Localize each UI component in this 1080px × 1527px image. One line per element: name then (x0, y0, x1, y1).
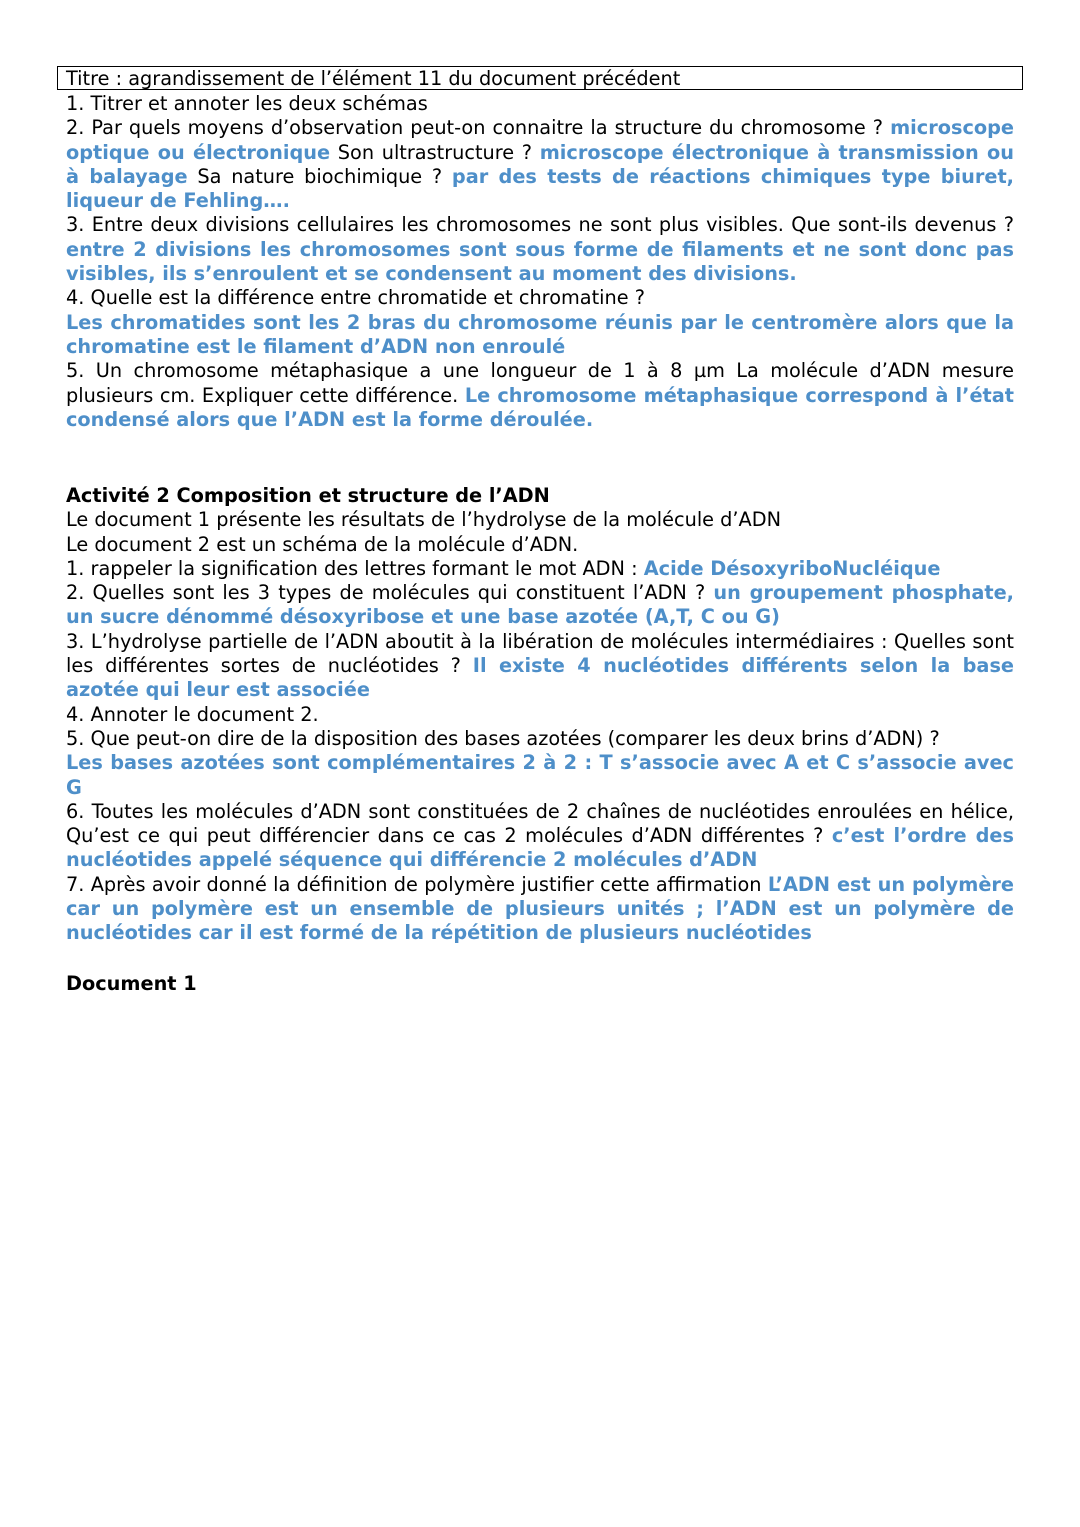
activity2-q2-answer: un groupement phosphate, un sucre dénommé désoxyribose et une base azotée (A,T, C ou G) (66, 581, 1015, 629)
activity2-q1-text: 1. rappeler la signification des lettres formant le mot ADN : (66, 556, 638, 580)
activity2-q2 (66, 581, 1014, 630)
part1-q3 (66, 213, 1014, 286)
activity2-q1-answer: Acide DésoxyriboNucléique (643, 556, 941, 580)
part1-q2 (66, 116, 1014, 213)
activity2-q7 (66, 873, 1014, 946)
activity2-section (66, 484, 1014, 946)
activity2-intro-1: Le document 1 présente les résultats de l’hydrolyse de la molécule d’ADN (66, 508, 781, 532)
part1-q2-text-b: Son ultrastructure ? (337, 140, 533, 164)
document1-heading: Document 1 (66, 972, 197, 995)
part1-q2-text-c: Sa nature biochimique ? (197, 164, 443, 188)
activity2-q7-answer: L’ADN est un polymère car un polymère est un ensemble de plusieurs unités ; l’ADN est un polymère de nucléotides car il est formé de la répétition de plusieurs nucléotides (66, 872, 1014, 945)
part1-questions (66, 92, 1014, 432)
activity2-q3-text: 3. L’hydrolyse partielle de l’ADN aboutit à la libération de molécules intermédiaires : Quelles sont les différentes sortes de nucléotides ? (66, 629, 1014, 678)
title-box: Titre : agrandissement de l’élément 11 du document précédent (57, 66, 1023, 90)
activity2-q2-text: 2. Quelles sont les 3 types de molécules qui constituent l’ADN ? (66, 581, 706, 605)
activity2-q5: 5. Que peut-on dire de la disposition des bases azotées (comparer les deux brins d’ADN) ? (66, 726, 940, 750)
part1-q2-answer-b: microscope électronique à transmission ou à balayage (66, 140, 1014, 188)
part1-q3-answer: entre 2 divisions les chromosomes sont sous forme de filaments et ne sont donc pas visibles, ils s’enroulent et se condensent au moment des divisions. (66, 237, 1014, 286)
part1-q1: 1. Titrer et annoter les deux schémas (66, 92, 428, 115)
part1-q4-answer: Les chromatides sont les 2 bras du chromosome réunis par le centromère alors que la chromatine est le filament d’ADN non enroulé (66, 310, 1014, 358)
part1-q3-text: 3. Entre deux divisions cellulaires les chromosomes ne sont plus visibles. Que sont-ils devenus ? (66, 213, 1014, 237)
activity2-q3 (66, 630, 1014, 703)
part1-q2-answer-a: microscope optique ou électronique (66, 116, 1014, 164)
part1-q5-text: 5. Un chromosome métaphasique a une longueur de 1 à 8 µm La molécule d’ADN mesure plusieurs cm. Expliquer cette différence. (66, 359, 1014, 407)
activity2-intro-2: Le document 2 est un schéma de la molécule d’ADN. (66, 532, 579, 556)
activity2-q3-answer: Il existe 4 nucléotides différents selon la base azotée qui leur est associée (66, 654, 1014, 702)
part1-q2-answer-c: par des tests de réactions chimiques type biuret, liqueur de Fehling…. (66, 164, 1014, 213)
activity2-q1 (66, 557, 1014, 581)
part1-q5 (66, 359, 1014, 432)
activity2-q6-answer: c’est l’ordre des nucléotides appelé séquence qui différencie 2 molécules d’ADN (66, 824, 1014, 872)
part1-q2-text-a: 2. Par quels moyens d’observation peut-on connaitre la structure du chromosome ? (66, 116, 884, 140)
part1-q5-answer: Le chromosome métaphasique correspond à l’état condensé alors que l’ADN est la forme déroulée. (66, 383, 1014, 431)
activity2-heading: Activité 2 Composition et structure de l’ADN (66, 484, 550, 507)
activity2-q6 (66, 800, 1014, 873)
activity2-q4: 4. Annoter le document 2. (66, 702, 319, 726)
activity2-q6-text: 6. Toutes les molécules d’ADN sont constituées de 2 chaînes de nucléotides enroulées en hélice, Qu’est ce qui peut différencier dans ce cas 2 molécules d’ADN différentes ? (66, 799, 1014, 848)
part1-q4: 4. Quelle est la différence entre chromatide et chromatine ? (66, 286, 645, 310)
activity2-q5-answer: Les bases azotées sont complémentaires 2 à 2 : T s’associe avec A et C s’associe avec G (66, 751, 1014, 799)
activity2-q7-text: 7. Après avoir donné la définition de polymère justifier cette affirmation (66, 872, 762, 896)
